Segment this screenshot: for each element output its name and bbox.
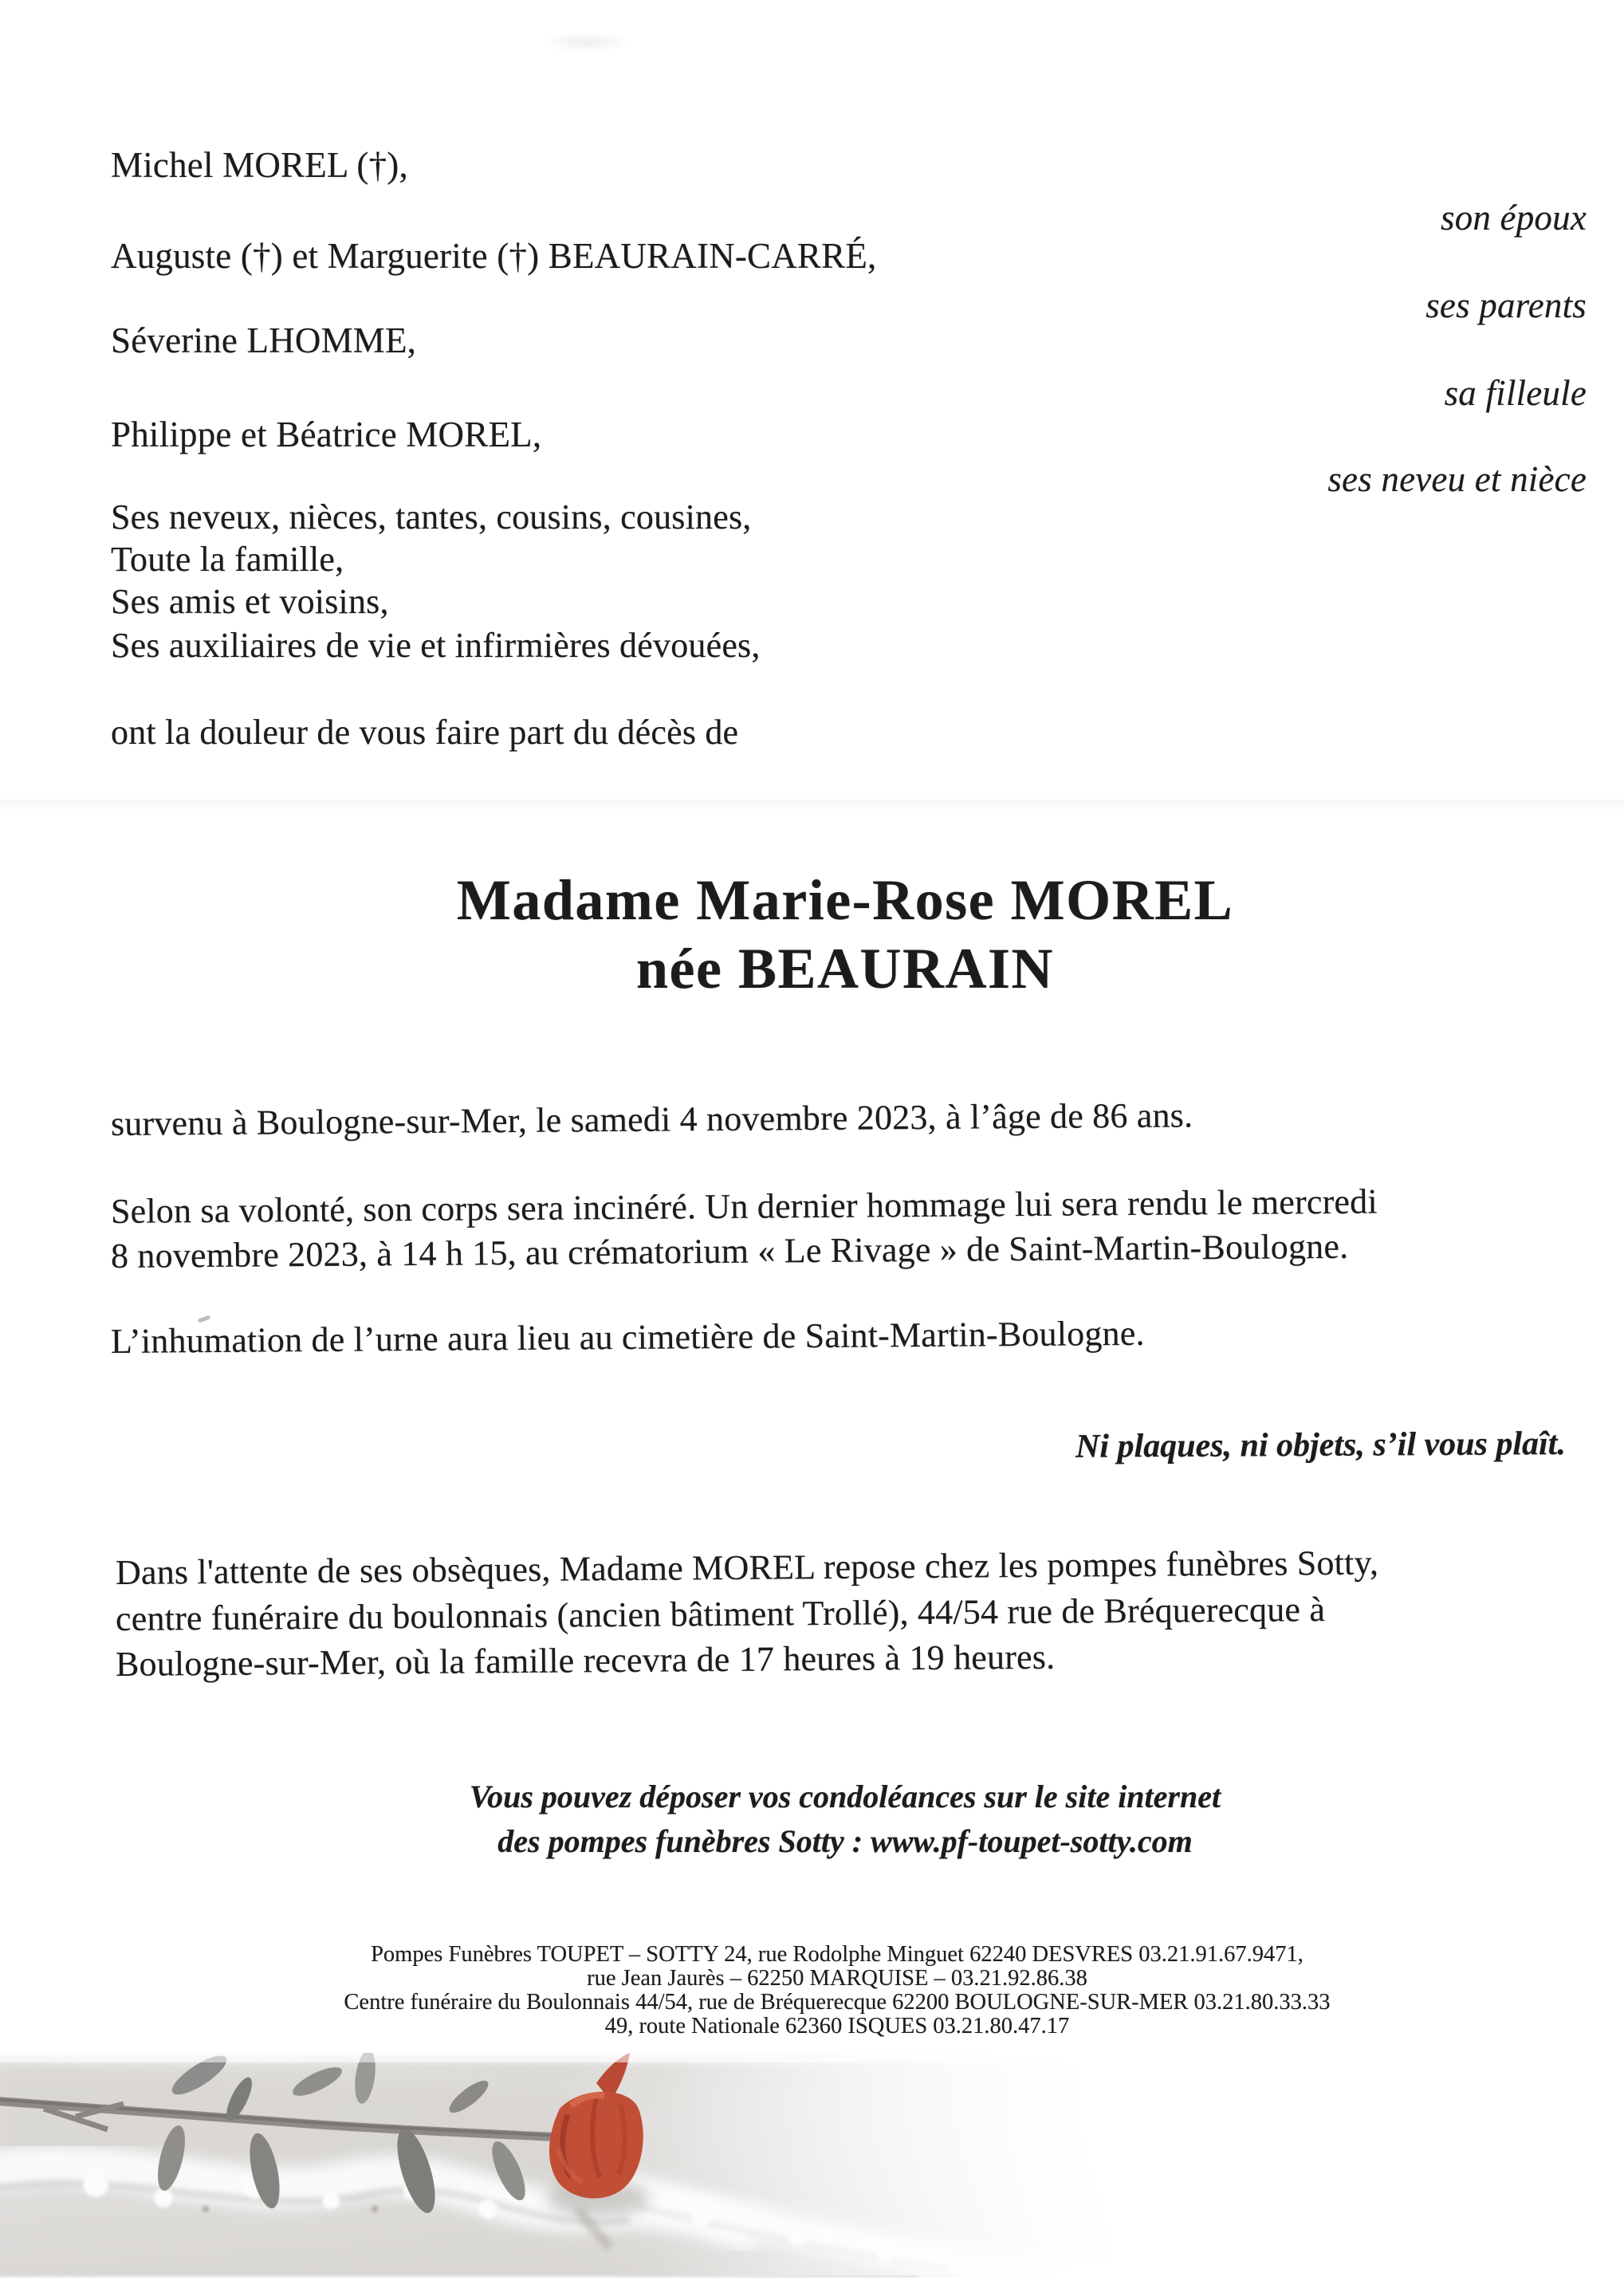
scan-band [0,800,1624,811]
repose-line-2: centre funéraire du boulonnais (ancien bâtiment Trollé), 44/54 rue de Bréquerecque à [115,1590,1326,1638]
cremation-line-1: Selon sa volonté, son corps sera incinéré. Un dernier hommage lui sera rendu le mercredi [110,1181,1378,1231]
no-plaques-request: Ni plaques, ni objets, s’il vous plaît. [1075,1425,1567,1465]
burial-line: L’inhumation de l’urne aura lieu au cimetière de Saint-Martin-Boulogne. [110,1313,1145,1361]
condolences-line-1: Vous pouvez déposer vos condoléances sur le site internet [469,1779,1221,1814]
relative-relation-4: ses neveu et nièce [1327,459,1587,499]
relative-name-1: Michel MOREL (†), [111,145,408,185]
relative-relation-2: ses parents [1425,285,1587,325]
repose-line-1: Dans l'attente de ses obsèques, Madame MOREL repose chez les pompes funèbres Sotty, [115,1543,1379,1592]
cremation-line-2: 8 novembre 2023, à 14 h 15, au crématorium « Le Rivage » de Saint-Martin-Boulogne. [110,1226,1349,1276]
condolences-line-2: des pompes funèbres Sotty : www.pf-toupet-sotty.com [497,1823,1193,1859]
relative-name-3: Séverine LHOMME, [111,320,417,360]
deceased-maiden-name: née BEAURAIN [635,937,1054,1001]
relative-name-4: Philippe et Béatrice MOREL, [111,415,542,454]
family-line-2: Toute la famille, [111,540,344,579]
announcement-line: ont la douleur de vous faire part du décès de [111,713,739,752]
death-info-line: survenu à Boulogne-sur-Mer, le samedi 4 novembre 2023, à l’âge de 86 ans. [110,1095,1193,1143]
funeral-home-line-4: 49, route Nationale 62360 ISQUES 03.21.80.47.17 [604,2014,1070,2038]
rose-on-beach-photo [0,2053,1148,2278]
deceased-name: Madame Marie-Rose MOREL [456,868,1234,932]
funeral-home-line-3: Centre funéraire du Boulonnais 44/54, rue de Bréquerecque 62200 BOULOGNE-SUR-MER 03.21.80.33.33 [344,1990,1331,2015]
relative-relation-1: son époux [1440,198,1587,238]
family-line-1: Ses neveux, nièces, tantes, cousins, cousines, [111,497,752,537]
rose-on-beach-illustration [0,2053,1148,2278]
family-line-3: Ses amis et voisins, [111,582,389,621]
funeral-home-line-2: rue Jean Jaurès – 62250 MARQUISE – 03.21.92.86.38 [587,1966,1087,1991]
relative-name-2: Auguste (†) et Marguerite (†) BEAURAIN-CARRÉ, [111,236,877,276]
funeral-home-line-1: Pompes Funèbres TOUPET – SOTTY 24, rue Rodolphe Minguet 62240 DESVRES 03.21.91.67.9471, [371,1942,1304,1967]
repose-line-3: Boulogne-sur-Mer, où la famille recevra de 17 heures à 19 heures. [115,1637,1056,1684]
relative-relation-3: sa filleule [1444,373,1587,413]
scan-smudge [542,32,630,53]
family-line-4: Ses auxiliaires de vie et infirmières dévouées, [111,626,761,665]
